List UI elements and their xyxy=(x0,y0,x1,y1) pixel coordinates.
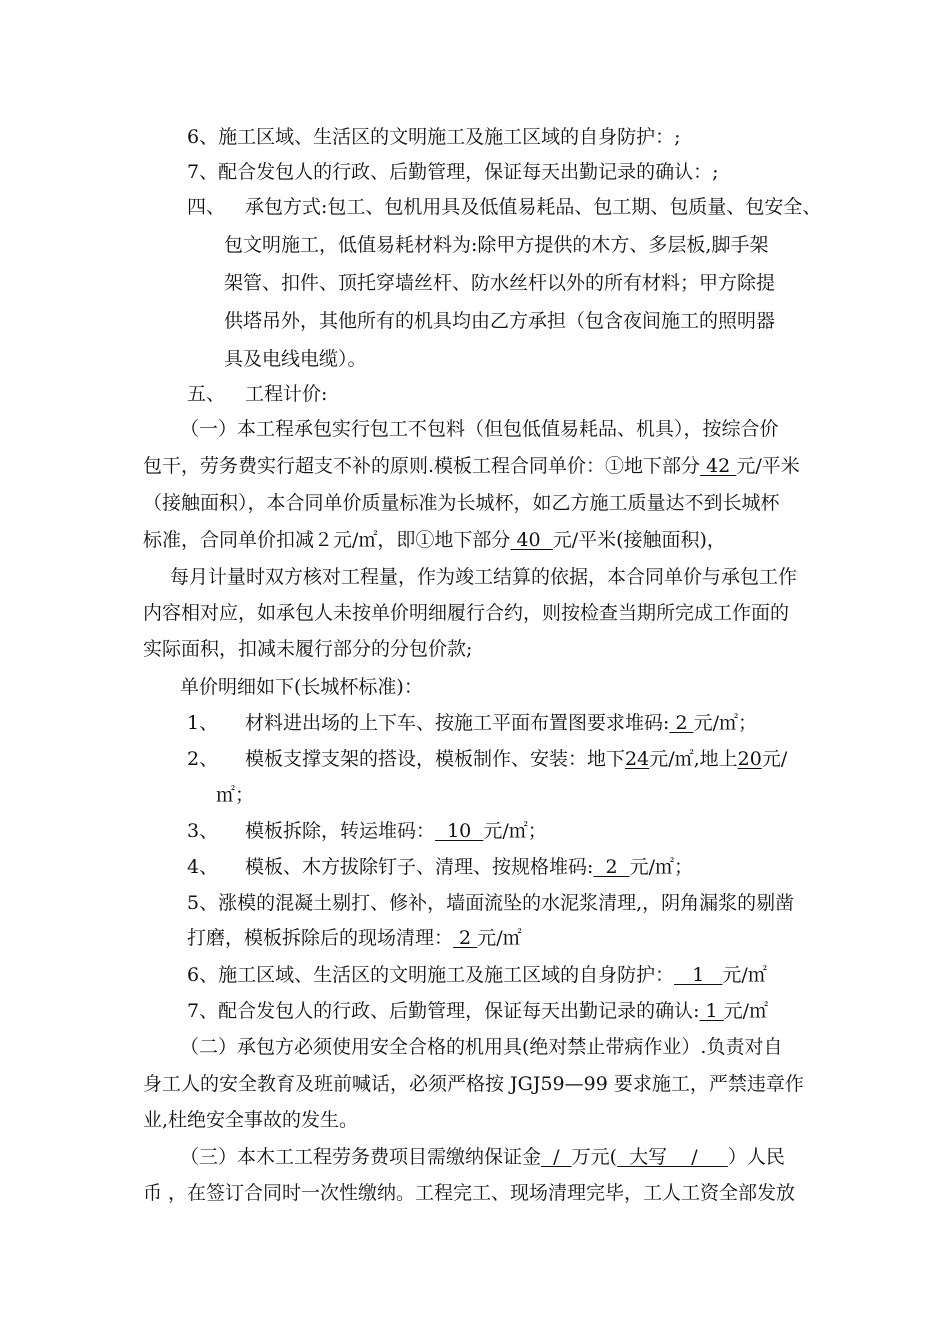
fill-value: 10 xyxy=(435,820,484,842)
text: 元/㎡ xyxy=(723,1000,769,1022)
text: ）人民 xyxy=(727,1146,785,1168)
text-line: （接触面积），本合同单价质量标准为长城杯，如乙方施工质量达不到长城杯 xyxy=(143,492,780,514)
text: 6、施工区域、生活区的文明施工及施工区域的自身防护： xyxy=(187,964,675,986)
text-line: 7、配合发包人的行政、后勤管理，保证每天出勤记录的确认：; xyxy=(187,161,719,183)
text-line xyxy=(245,742,787,776)
text-line: 业,杜绝安全事故的发生。 xyxy=(143,1109,359,1131)
text: 7、配合发包人的行政、后勤管理，保证每天出勤记录的确认: xyxy=(187,1000,700,1022)
text-line: 每月计量时双方核对工程量，作为竣工结算的依据，本合同单价与承包工作 xyxy=(170,566,798,588)
section-title: 工程计价: xyxy=(245,383,328,405)
text: 模板支撑支架的搭设，模板制作、安装：地下 xyxy=(245,748,626,770)
text: 模板、木方拔除钉子、清理、按规格堆码: xyxy=(245,856,594,878)
text-line xyxy=(143,523,726,557)
text-line xyxy=(245,850,693,884)
fill-value: 2 xyxy=(453,927,478,949)
text: 标准，合同单价扣减２元/㎡，即①地下部分 xyxy=(143,529,511,551)
fill-value: 1 xyxy=(674,964,723,986)
text-line xyxy=(187,958,767,992)
text-line: 承包方式:包工、包机用具及低值易耗品、包工期、包质量、包安全、 xyxy=(245,196,822,218)
text: （三）本木工工程劳务费项目需缴纳保证金 xyxy=(180,1146,542,1168)
fill-value: 2 xyxy=(669,712,694,734)
text: 元/平米 xyxy=(736,455,800,477)
fill-value: 大写 / xyxy=(617,1146,728,1168)
item-number: 2、 xyxy=(187,748,219,770)
text: 元/ xyxy=(761,748,788,770)
item-number: 1、 xyxy=(187,712,219,734)
fill-value: 20 xyxy=(737,748,762,770)
text-line: 架管、扣件、顶托穿墙丝杆、防水丝杆以外的所有材料；甲方除提 xyxy=(224,272,776,294)
section-number: 四、 xyxy=(187,196,226,218)
text-line xyxy=(187,994,768,1028)
text: 元/㎡,地上 xyxy=(649,748,738,770)
fill-value: 24 xyxy=(625,748,650,770)
text-line: 实际面积，扣减未履行部分的分包价款; xyxy=(143,638,473,660)
text-line: 身工人的安全教育及班前喊话，必须严格按 JGJ59—99 要求施工，严禁违章作 xyxy=(143,1073,804,1095)
fill-value: / xyxy=(541,1146,572,1168)
section-number: 五、 xyxy=(187,383,226,405)
fill-value: 1 xyxy=(699,1000,724,1022)
fill-value: 42 xyxy=(700,455,737,477)
text: 模板拆除，转运堆码： xyxy=(245,820,436,842)
text-line: 包文明施工，低值易耗材料为:除甲方提供的木方、多层板,脚手架 xyxy=(224,234,769,256)
text: 元/㎡； xyxy=(483,820,547,842)
fill-value: 40 xyxy=(510,529,553,551)
text-line: 6、施工区域、生活区的文明施工及施工区域的自身防护：; xyxy=(187,126,681,148)
text: 打磨，模板拆除后的现场清理： xyxy=(187,927,454,949)
text-line: ㎡； xyxy=(216,784,255,806)
text: 材料进出场的上下车、按施工平面布置图要求堆码: xyxy=(245,712,670,734)
fill-value: 2 xyxy=(593,856,630,878)
text: 包干，劳务费实行超支不补的原则.模板工程合同单价：①地下部分 xyxy=(143,455,701,477)
text-line xyxy=(180,1140,785,1174)
text-line xyxy=(187,921,522,955)
text-line: （一）本工程承包实行包工不包料（但包低值易耗品、机具），按综合价 xyxy=(180,418,779,440)
text-line: 5、涨模的混凝土剔打、修补，墙面流坠的水泥浆清理,，阴角漏浆的剔凿 xyxy=(187,892,795,914)
text-line: 供塔吊外，其他所有的机具均由乙方承担（包含夜间施工的照明器 xyxy=(224,310,776,332)
text: 元/平米(接触面积)， xyxy=(552,529,726,551)
item-number: 3、 xyxy=(187,820,219,842)
text-line xyxy=(245,706,757,740)
text-line: （二）承包方必须使用安全合格的机用具(绝对禁止带病作业）.负责对自 xyxy=(180,1036,783,1058)
text-line xyxy=(245,814,547,848)
text-line: 单价明细如下(长城杯标准)： xyxy=(180,676,423,698)
text: 元/㎡ xyxy=(477,927,522,949)
item-number: 4、 xyxy=(187,856,219,878)
text: 元/㎡； xyxy=(693,712,757,734)
text-line: 内容相对应，如承包人未按单价明细履行合约，则按检查当期所完成工作面的 xyxy=(143,602,790,624)
text: 元/㎡ xyxy=(722,964,767,986)
text: 元/㎡； xyxy=(629,856,694,878)
text: 万元( xyxy=(571,1146,617,1168)
text-line: 币 ，在签订合同时一次性缴纳。工程完工、现场清理完毕，工人工资全部发放 xyxy=(143,1182,796,1204)
text-line: 具及电线电缆）。 xyxy=(224,348,367,370)
text-line xyxy=(143,449,800,483)
